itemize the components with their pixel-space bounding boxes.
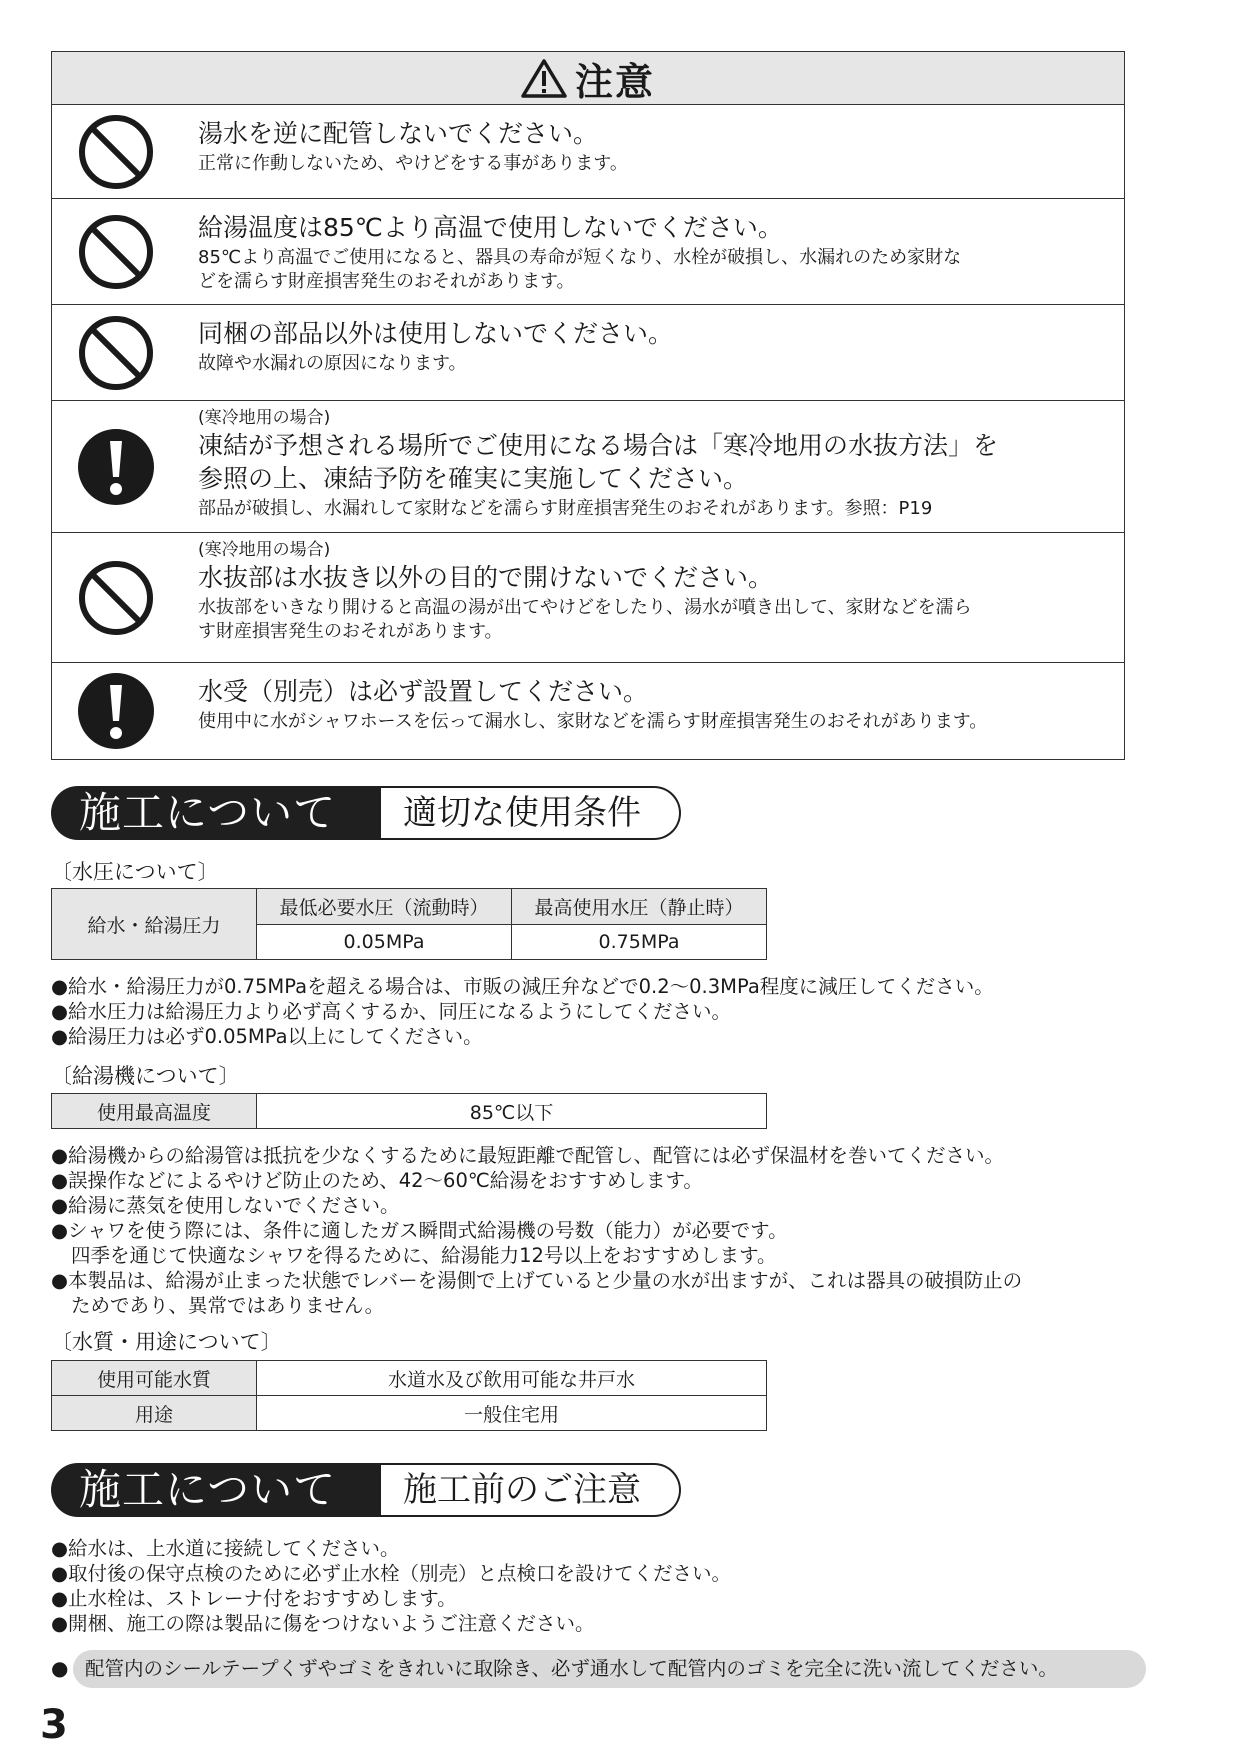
caution-sub-line: 部品が破損し、水漏れして家財などを濡らす財産損害発生のおそれがあります。参照：P19 [198, 498, 933, 519]
caution-sub-line: 水抜部をいきなり開けると高温の湯が出てやけどをしたり、湯水が噴き出して、家財などを濡ら [198, 597, 972, 618]
caution-text [198, 211, 1112, 294]
caution-main: 参照の上、凍結予防を確実に実施してください。 [198, 464, 749, 493]
caution-text [198, 117, 1112, 176]
heater-value: 85℃以下 [257, 1094, 767, 1129]
caution-sub [198, 246, 1112, 294]
caution-main: 同梱の部品以外は使用しないでください。 [198, 319, 674, 348]
warning-triangle-icon [521, 58, 567, 98]
bullet-dot: ● [51, 1656, 69, 1680]
caution-text [198, 317, 1112, 376]
list-item: ●給湯に蒸気を使用しないでください。 [51, 1194, 400, 1217]
caution-title: 注意 [574, 59, 655, 104]
mandatory-icon [76, 427, 156, 507]
pressure-notes [51, 974, 994, 1049]
list-item: ●給水は、上水道に接続してください。 [51, 1537, 400, 1560]
list-item: ●給水・給湯圧力が0.75MPaを超える場合は、市販の減圧弁などで0.2～0.3MPa程度に減圧してください。 [51, 975, 994, 998]
highlight-text: 配管内のシールテープくずやゴミをきれいに取除き、必ず通水して配管内のゴミを完全に洗い流してください。 [73, 1650, 1146, 1688]
caution-sub-line: 正常に作動しないため、やけどをする事があります。 [198, 153, 628, 174]
section-label: 施工について [51, 786, 381, 840]
prohibition-icon [76, 313, 156, 393]
section-header-conditions [51, 786, 691, 840]
prohibition-icon [76, 212, 156, 292]
section-tag: 適切な使用条件 [381, 786, 681, 840]
list-item: 四季を通じて快適なシャワを得るために、給湯能力12号以上をおすすめします。 [71, 1244, 777, 1267]
caution-sub [198, 596, 1112, 644]
heater-heading: 〔給湯機について〕 [51, 1064, 240, 1088]
caution-text [198, 675, 1112, 734]
pressure-heading: 〔水圧について〕 [51, 860, 219, 884]
caution-main: 湯水を逆に配管しないでください。 [198, 119, 599, 148]
caution-main: 給湯温度は85℃より高温で使用しないでください。 [198, 213, 783, 242]
caution-row [52, 105, 1124, 199]
caution-row [52, 305, 1124, 401]
pressure-row-label: 給水・給湯圧力 [52, 889, 257, 960]
caution-sub [198, 497, 1112, 521]
pressure-col-max: 最高使用水圧（静止時） [512, 889, 767, 925]
caution-sub [198, 152, 1112, 176]
caution-sub-line: す財産損害発生のおそれがあります。 [198, 621, 503, 642]
caution-condition: (寒冷地用の場合) [198, 408, 331, 428]
caution-header [52, 52, 1124, 105]
list-item: ためであり、異常ではありません。 [71, 1294, 385, 1317]
caution-condition: (寒冷地用の場合) [198, 540, 331, 560]
list-item: ●給湯機からの給湯管は抵抗を少なくするために最短距離で配管し、配管には必ず保温材を巻いてください。 [51, 1144, 1005, 1167]
prohibition-icon [76, 112, 156, 192]
heater-notes [51, 1143, 1022, 1318]
caution-row [52, 401, 1124, 533]
section-header-precautions [51, 1463, 691, 1517]
caution-table [51, 51, 1125, 760]
pressure-table [51, 888, 767, 960]
usage-value: 一般住宅用 [257, 1396, 767, 1431]
list-item: ●シャワを使う際には、条件に適したガス瞬間式給湯機の号数（能力）が必要です。 [51, 1219, 788, 1242]
list-item: ●開梱、施工の際は製品に傷をつけないようご注意ください。 [51, 1612, 595, 1635]
caution-sub [198, 710, 1112, 734]
caution-text [198, 407, 1112, 521]
caution-row [52, 199, 1124, 305]
highlight-note [51, 1650, 1146, 1688]
caution-main: 水抜部は水抜き以外の目的で開けないでください。 [198, 563, 774, 592]
caution-row [52, 533, 1124, 663]
caution-sub-line: 85℃より高温でご使用になると、器具の寿命が短くなり、水栓が破損し、水漏れのため家財な [198, 247, 962, 268]
list-item: ●給湯圧力は必ず0.05MPa以上にしてください。 [51, 1025, 483, 1048]
usage-label: 用途 [52, 1396, 257, 1431]
list-item: ●給水圧力は給湯圧力より必ず高くするか、同圧になるようにしてください。 [51, 1000, 732, 1023]
heater-table [51, 1093, 767, 1129]
caution-sub-line: 使用中に水がシャワホースを伝って漏水し、家財などを濡らす財産損害発生のおそれがあります。 [198, 711, 988, 732]
list-item: ●誤操作などによるやけど防止のため、42～60℃給湯をおすすめします。 [51, 1169, 703, 1192]
pressure-col-min: 最低必要水圧（流動時） [257, 889, 512, 925]
pressure-min-value: 0.05MPa [257, 925, 512, 960]
mandatory-icon [76, 671, 156, 751]
pressure-max-value: 0.75MPa [512, 925, 767, 960]
caution-sub-line: 故障や水漏れの原因になります。 [198, 353, 467, 374]
caution-sub-line: どを濡らす財産損害発生のおそれがあります。 [198, 271, 575, 292]
caution-row [52, 663, 1124, 759]
heater-label: 使用最高温度 [52, 1094, 257, 1129]
caution-main: 凍結が予想される場所でご使用になる場合は「寒冷地用の水抜方法」を [198, 431, 999, 460]
quality-value: 水道水及び飲用可能な井戸水 [257, 1361, 767, 1396]
quality-heading: 〔水質・用途について〕 [51, 1330, 282, 1354]
before-notes [51, 1536, 731, 1636]
caution-sub [198, 352, 1112, 376]
quality-label: 使用可能水質 [52, 1361, 257, 1396]
section-label: 施工について [51, 1463, 381, 1517]
list-item: ●取付後の保守点検のために必ず止水栓（別売）と点検口を設けてください。 [51, 1562, 732, 1585]
section-tag: 施工前のご注意 [381, 1463, 681, 1517]
page-number: 3 [40, 1702, 68, 1748]
list-item: ●本製品は、給湯が止まった状態でレバーを湯側で上げていると少量の水が出ますが、これは器具の破損防止の [51, 1269, 1023, 1292]
caution-text [198, 539, 1112, 644]
list-item: ●止水栓は、ストレーナ付をおすすめします。 [51, 1587, 457, 1610]
caution-main: 水受（別売）は必ず設置してください。 [198, 677, 649, 706]
prohibition-icon [76, 558, 156, 638]
quality-table [51, 1360, 767, 1431]
